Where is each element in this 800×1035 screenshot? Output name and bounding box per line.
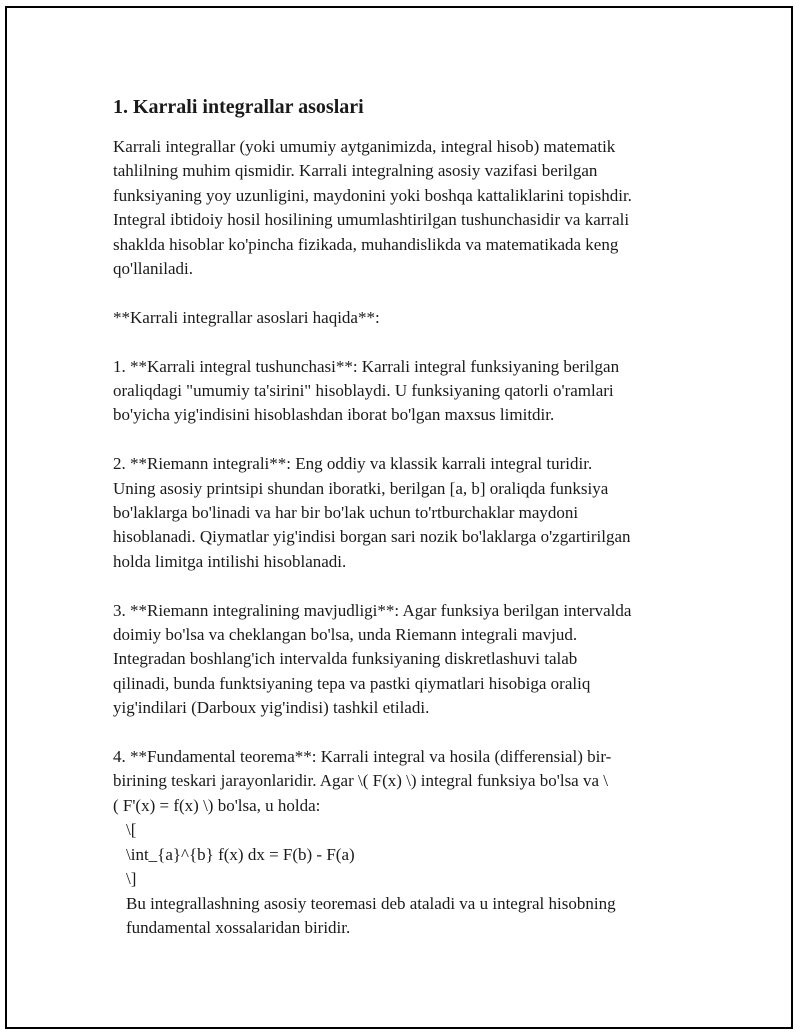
- theorem-conclusion: Bu integrallashning asosiy teoremasi deb ataladi va u integral hisobning fundamental xossalaridan biridir.: [126, 893, 616, 937]
- spacer: [113, 574, 693, 598]
- list-item-4: 4. **Fundamental teorema**: Karrali integral va hosila (differensial) bir- birining teskari jarayonlaridir. Agar \( F(x) \) integral funksiya bo'lsa va \ ( F'(x) = f(x) \) bo'lsa, u holda:: [113, 747, 612, 815]
- formula-open: \[: [126, 820, 137, 840]
- spacer: [113, 721, 693, 745]
- list-item-3: 3. **Riemann integralining mavjudligi**: Agar funksiya berilgan intervalda doimiy bo'lsa va cheklangan bo'lsa, unda Riemann integrali mavjud. Integradan boshlang'ich intervalda funksiyaning diskretlashuvi talab qilinadi, bunda funktsiyaning tepa va pastki qiymatlari hisobiga oraliq yig'indilari (Darboux yig'indisi) tashkil etiladi.: [113, 600, 632, 718]
- formula: \int_{a}^{b} f(x) dx = F(b) - F(a): [126, 844, 355, 864]
- list-item-2: 2. **Riemann integrali**: Eng oddiy va klassik karrali integral turidir. Uning asosiy printsipi shundan iboratki, berilgan [a, b] oraliqda funksiya bo'laklarga bo'linadi va har bir bo'lak uchun to'rtburchaklar maydoni hisoblanadi. Qiymatlar yig'indisi borgan sari nozik bo'laklarga o'zgartirilgan holda limitga intilishi hisoblanadi.: [113, 454, 631, 571]
- document-title: 1. Karrali integrallar asoslari: [113, 96, 364, 118]
- list-item-1: 1. **Karrali integral tushunchasi**: Karrali integral funksiyaning berilgan oraliqdagi "umumiy ta'sirini" hisoblaydi. U funksiyaning qatorli o'ramlari bo'yicha yig'indisini hisoblashdan iborat bo'lgan maxsus limitdir.: [113, 356, 620, 425]
- spacer: [113, 428, 693, 452]
- spacer: [113, 281, 693, 305]
- document-body: [113, 93, 693, 940]
- intro-paragraph: Karrali integrallar (yoki umumiy aytganimizda, integral hisob) matematik tahlilning muhim qismidir. Karrali integralning asosiy vazifasi berilgan funksiyaning yoy uzunligini, maydonini yoki boshqa kattaliklarini topishdir. Integral ibtidoiy hosil hosilining umumlashtirilgan tushunchasidir va karrali shaklda hisoblar ko'pincha fizikada, muhandislikda va matematikada keng qo'llaniladi.: [113, 137, 632, 279]
- subheading: **Karrali integrallar asoslari haqida**:: [113, 307, 380, 327]
- spacer: [113, 330, 693, 354]
- formula-close: \]: [126, 869, 137, 889]
